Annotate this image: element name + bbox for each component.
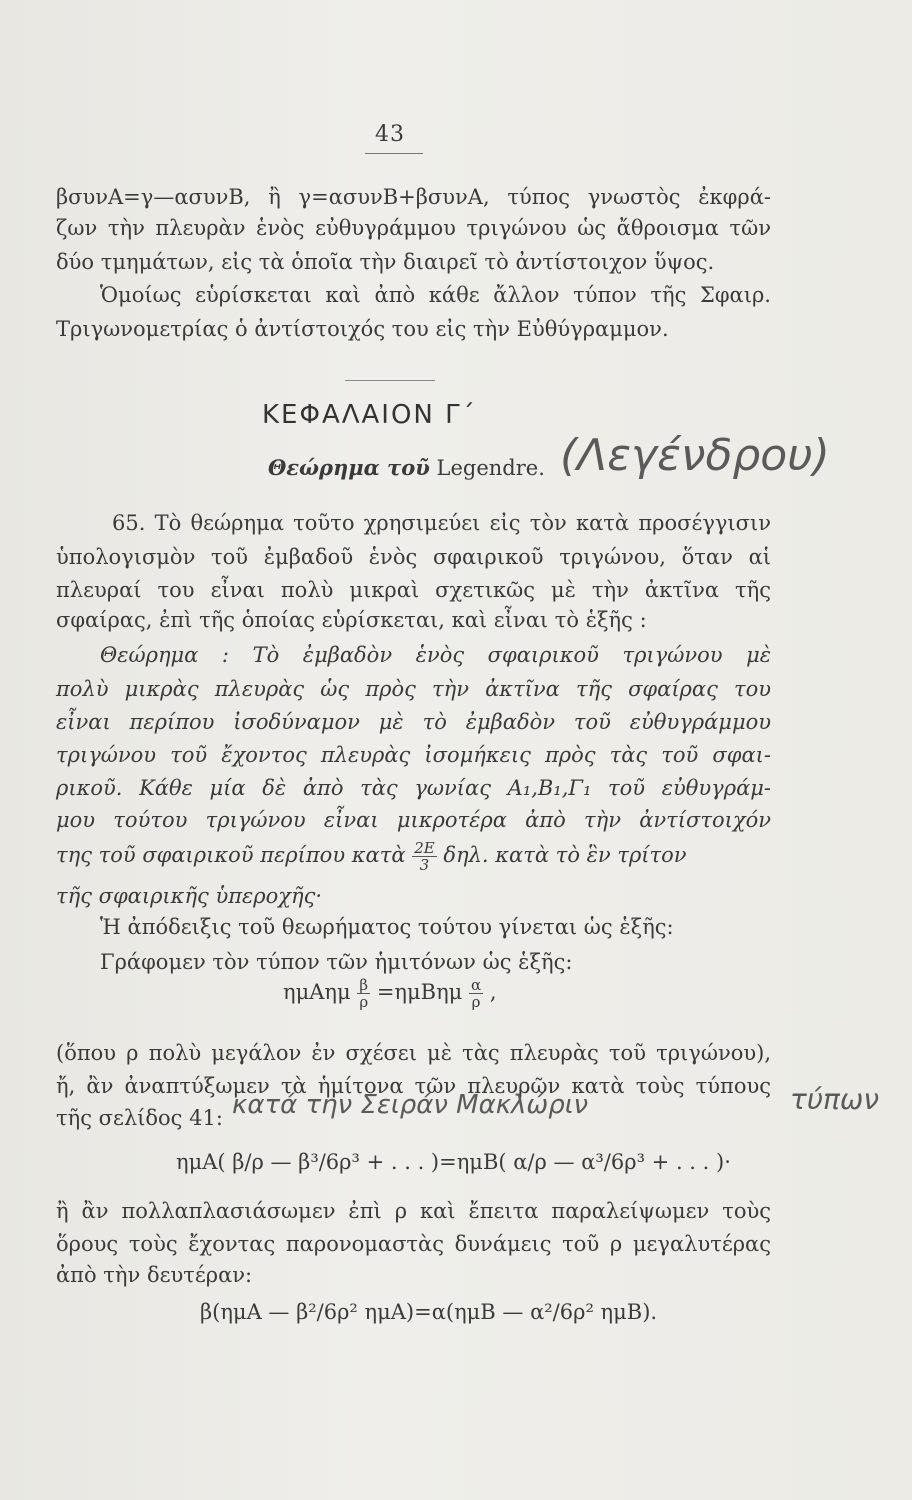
text-line: (ὅπου ρ πολὺ μεγάλον ἐν σχέσει μὲ τὰς πλευρὰς τοῦ τριγώνου),	[56, 1041, 771, 1065]
text-line: δύο τμημάτων, εἰς τὰ ὁποῖα τὴν διαιρεῖ τὸ ἀντίστοιχον ὕψος.	[56, 250, 715, 274]
proof-line: Ἡ ἀπόδειξις τοῦ θεωρήματος τούτου γίνεται ὡς ἑξῆς:	[100, 915, 674, 939]
theorem-line: ρικοῦ. Κάθε μία δὲ ἀπὸ τὰς γωνίας Α₁,Β₁,Γ₁ τοῦ εὐθυγράμ-	[56, 776, 771, 800]
eq1-fraction-2	[469, 977, 483, 1010]
theorem-line: μου τούτου τριγώνου εἶναι μικροτέρα ἀπὸ τὴν ἀντίστοιχόν	[56, 808, 771, 832]
text-line: ὅρους τοὺς ἔχοντας παρονομαστὰς δυνάμεις τοῦ ρ μεγαλυτέρας	[56, 1232, 771, 1256]
eq1-frac2-den: ρ	[471, 993, 481, 1011]
eq1-end: ,	[489, 980, 497, 1004]
theorem-line: εἶναι περίπου ἰσοδύναμον μὲ τὸ ἐμβαδὸν τοῦ εὐθυγράμμου	[56, 710, 771, 734]
text-line: ἀπὸ τὴν δευτέραν:	[56, 1263, 253, 1287]
text-line: ἤ, ἂν ἀναπτύξωμεν τὰ ἡμίτονα τῶν πλευρῶν κατὰ τοὺς τύπους	[56, 1074, 771, 1098]
section-divider	[345, 380, 435, 381]
page-number: 43	[375, 122, 405, 147]
eq1-frac1-num: β	[357, 977, 370, 994]
equation-sine-law	[283, 977, 497, 1010]
text-line: Τριγωνομετρίας ὁ ἀντίστοιχός του εἰς τὴν Εὐθύγραμμον.	[56, 317, 669, 341]
equation-series-expansion: ημΑ( β/ρ — β³/6ρ³ + . . . )=ημΒ( α/ρ — α³/6ρ³ + . . . )·	[176, 1150, 731, 1174]
paragraph-line: σφαίρας, ἐπὶ τῆς ὁποίας εὑρίσκεται, καὶ εἶναι τὸ ἑξῆς :	[56, 608, 647, 632]
subtitle-italic: Θεώρημα τοῦ	[268, 455, 430, 480]
chapter-title: ΚΕΦΑΛΑΙΟΝ Γ΄	[262, 400, 477, 430]
theorem-line: τριγώνου τοῦ ἔχοντος πλευρὰς ἰσομήκεις πρὸς τὰς τοῦ σφαι-	[56, 743, 771, 767]
theorem-line: τῆς σφαιρικῆς ὑπεροχῆς·	[56, 884, 323, 908]
section-subtitle	[268, 455, 545, 480]
theorem-fraction-pre: της τοῦ σφαιρικοῦ περίπου κατὰ	[56, 843, 406, 867]
paragraph-line: ὑπολογισμὸν τοῦ ἐμβαδοῦ ἑνὸς σφαιρικοῦ τριγώνου, ὅταν αἱ	[56, 545, 771, 569]
equation-final: β(ημΑ — β²/6ρ² ημΑ)=α(ημΒ — α²/6ρ² ημΒ).	[200, 1300, 658, 1324]
subtitle-plain: Legendre.	[436, 456, 545, 480]
handwritten-annotation: (Λεγένδρου)	[560, 430, 830, 481]
handwritten-annotation: τύπων	[790, 1083, 880, 1116]
fraction-numerator: 2Ε	[414, 839, 435, 857]
text-line: τῆς σελίδος 41:	[56, 1106, 223, 1130]
text-line: ζων τὴν πλευρὰν ἑνὸς εὐθυγράμμου τριγώνου ὡς ἄθροισμα τῶν	[56, 216, 771, 240]
theorem-line: Θεώρημα : Τὸ ἐμβαδὸν ἑνὸς σφαιρικοῦ τριγώνου μὲ	[100, 643, 771, 667]
eq1-left: ημΑημ	[283, 980, 351, 1004]
text-line: Ὁμοίως εὑρίσκεται καὶ ἀπὸ κάθε ἄλλον τύπον τῆς Σφαιρ.	[100, 283, 771, 307]
eq1-frac1-den: ρ	[359, 993, 369, 1011]
eq1-mid: =ημΒημ	[376, 980, 463, 1004]
fraction-2E-over-3	[412, 840, 437, 873]
page-number-rule	[365, 153, 423, 154]
paragraph-line: πλευραί του εἶναι πολὺ μικραὶ σχετικῶς μὲ τὴν ἀκτῖνα τῆς	[56, 578, 771, 602]
theorem-line: πολὺ μικρὰς πλευρὰς ὡς πρὸς τὴν ἀκτῖνα τῆς σφαίρας του	[56, 677, 771, 701]
theorem-fraction-line	[56, 840, 771, 873]
eq1-frac2-num: α	[471, 976, 482, 994]
text-line: βσυνΑ=γ—ασυνΒ, ἢ γ=ασυνΒ+βσυνΑ, τύπος γνωστὸς ἐκφρά-	[56, 185, 771, 209]
fraction-denominator: 3	[419, 856, 430, 874]
proof-line: Γράφομεν τὸν τύπον τῶν ἡμιτόνων ὡς ἑξῆς:	[100, 950, 573, 974]
paragraph-line: 65. Τὸ θεώρημα τοῦτο χρησιμεύει εἰς τὸν κατὰ προσέγγισιν	[112, 511, 771, 535]
eq1-fraction-1	[357, 977, 370, 1010]
theorem-fraction-post: δηλ. κατὰ τὸ ἓν τρίτον	[443, 843, 687, 867]
handwritten-annotation: κατά την Σειράν Μακλώριν	[232, 1090, 589, 1120]
text-line: ἢ ἂν πολλαπλασιάσωμεν ἐπὶ ρ καὶ ἔπειτα παραλείψωμεν τοὺς	[56, 1199, 771, 1223]
